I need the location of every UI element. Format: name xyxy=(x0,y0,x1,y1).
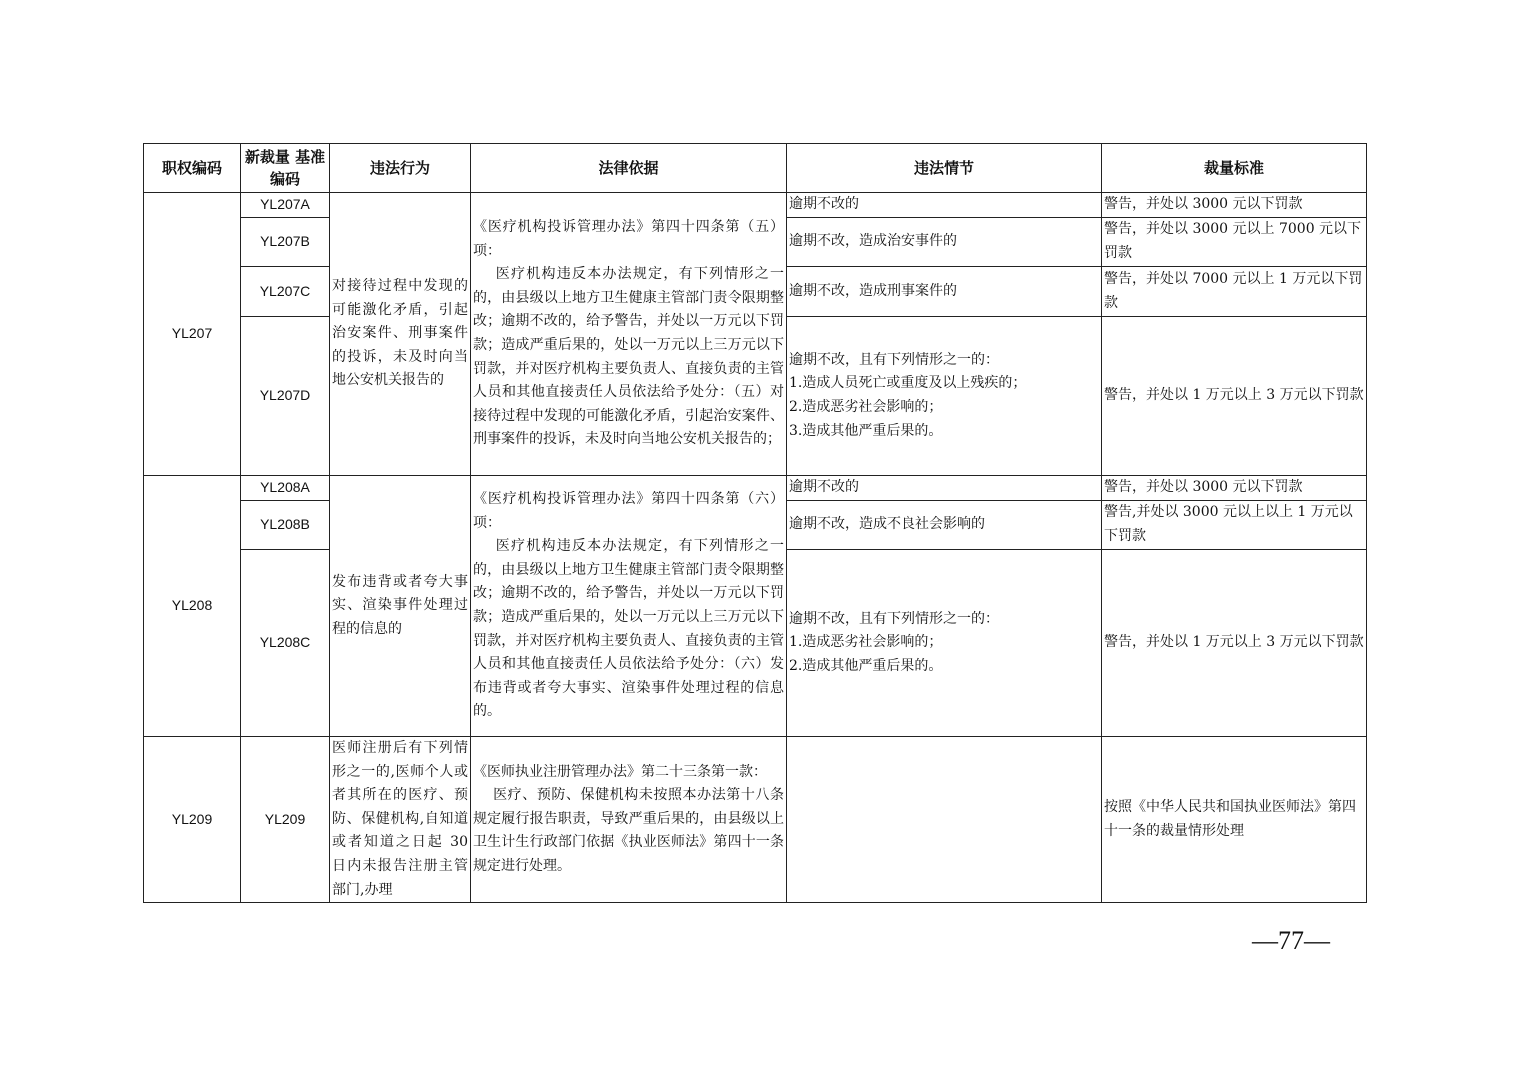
discretion-standard: 警告，并处以 1 万元以上 3 万元以下罚款 xyxy=(1102,317,1367,476)
page-number: —77— xyxy=(1252,926,1330,955)
legal-basis: 《医师执业注册管理办法》第二十三条第一款： 医疗、预防、保健机构未按照本办法第十八条规定履行报告职责，导致严重后果的，由县级以上卫生计生行政部门依据《执业医师法》第四十一条规定进行处理。 xyxy=(471,737,787,903)
circumstance: 逾期不改的 xyxy=(787,476,1102,501)
sub-code: YL209 xyxy=(241,737,330,903)
header-violation: 违法行为 xyxy=(330,144,471,193)
circumstance: 逾期不改，且有下列情形之一的： 1.造成恶劣社会影响的； 2.造成其他严重后果的。 xyxy=(787,550,1102,737)
legal-basis: 《医疗机构投诉管理办法》第四十四条第（六）项： 医疗机构违反本办法规定，有下列情形之一的，由县级以上地方卫生健康主管部门责令限期整改；逾期不改的，给予警告，并处以一万元以下罚款；造成严重后果的，处以一万元以上三万元以下罚款，并对医疗机构主要负责人、直接负责的主管人员和其他直接责任人员依法给予处分：（六）发布违背或者夸大事实、渲染事件处理过程的信息的。 xyxy=(471,476,787,737)
circumstance: 逾期不改，且有下列情形之一的： 1.造成人员死亡或重度及以上残疾的； 2.造成恶劣社会影响的； 3.造成其他严重后果的。 xyxy=(787,317,1102,476)
sub-code: YL207D xyxy=(241,317,330,476)
discretion-standard: 警告，并处以 3000 元以下罚款 xyxy=(1102,193,1367,218)
violation-behavior: 发布违背或者夸大事实、渲染事件处理过程的信息的 xyxy=(330,476,471,737)
violation-behavior: 对接待过程中发现的可能激化矛盾，引起治安案件、刑事案件的投诉，未及时向当地公安机关报告的 xyxy=(330,193,471,476)
discretion-standard: 警告，并处以 3000 元以上 7000 元以下罚款 xyxy=(1102,218,1367,267)
table-row xyxy=(144,737,1367,903)
header-row xyxy=(144,144,1367,193)
circumstance: 逾期不改的 xyxy=(787,193,1102,218)
penalty-discretion-table xyxy=(143,143,1367,903)
header-circumstance: 违法情节 xyxy=(787,144,1102,193)
discretion-standard: 警告，并处以 3000 元以下罚款 xyxy=(1102,476,1367,501)
discretion-standard: 警告，并处以 1 万元以上 3 万元以下罚款 xyxy=(1102,550,1367,737)
sub-code: YL208C xyxy=(241,550,330,737)
header-legal-basis: 法律依据 xyxy=(471,144,787,193)
discretion-standard: 按照《中华人民共和国执业医师法》第四十一条的裁量情形处理 xyxy=(1102,737,1367,903)
legal-basis: 《医疗机构投诉管理办法》第四十四条第（五）项： 医疗机构违反本办法规定，有下列情形之一的，由县级以上地方卫生健康主管部门责令限期整改；逾期不改的，给予警告，并处以一万元以下罚款；造成严重后果的，处以一万元以上三万元以下罚款，并对医疗机构主要负责人、直接负责的主管人员和其他直接责任人员依法给予处分：（五）对接待过程中发现的可能激化矛盾，引起治安案件、刑事案件的投诉，未及时向当地公安机关报告的； xyxy=(471,193,787,476)
violation-behavior: 医师注册后有下列情形之一的,医师个人或者其所在的医疗、预防、保健机构,自知道或者知道之日起 30 日内未报告注册主管部门,办理 xyxy=(330,737,471,903)
header-standard: 裁量标准 xyxy=(1102,144,1367,193)
table-row xyxy=(144,476,1367,501)
sub-code: YL207B xyxy=(241,218,330,267)
authority-code: YL208 xyxy=(144,476,241,737)
sub-code: YL207A xyxy=(241,193,330,218)
circumstance: 逾期不改，造成治安事件的 xyxy=(787,218,1102,267)
discretion-standard: 警告,并处以 3000 元以上以上 1 万元以下罚款 xyxy=(1102,501,1367,550)
sub-code: YL208A xyxy=(241,476,330,501)
table-row xyxy=(144,193,1367,218)
authority-code: YL209 xyxy=(144,737,241,903)
discretion-standard: 警告，并处以 7000 元以上 1 万元以下罚款 xyxy=(1102,267,1367,317)
circumstance xyxy=(787,737,1102,903)
header-new-code: 新裁量 基准编码 xyxy=(241,144,330,193)
sub-code: YL207C xyxy=(241,267,330,317)
circumstance: 逾期不改，造成不良社会影响的 xyxy=(787,501,1102,550)
authority-code: YL207 xyxy=(144,193,241,476)
header-authority-code: 职权编码 xyxy=(144,144,241,193)
circumstance: 逾期不改，造成刑事案件的 xyxy=(787,267,1102,317)
sub-code: YL208B xyxy=(241,501,330,550)
